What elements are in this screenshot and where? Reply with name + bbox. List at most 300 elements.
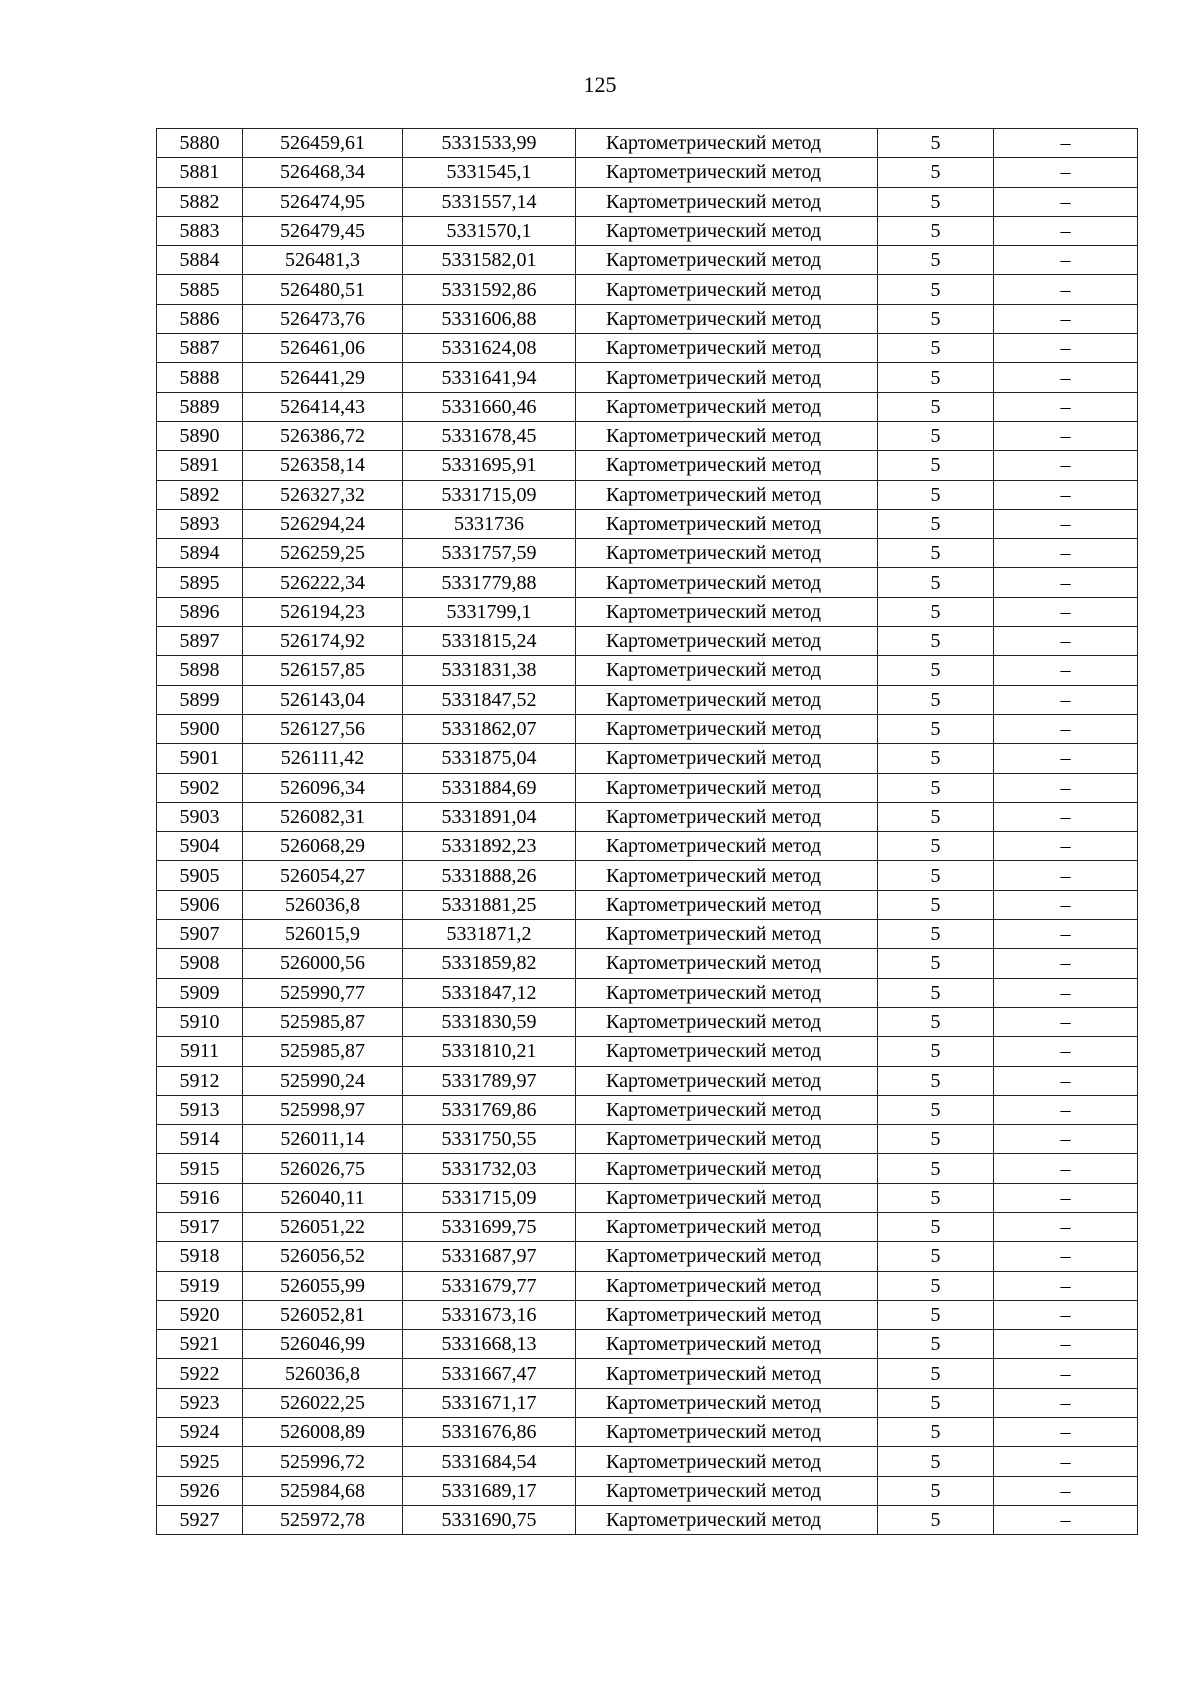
x-coordinate-cell: 526174,92 xyxy=(243,627,403,656)
point-number-cell: 5886 xyxy=(157,304,243,333)
x-coordinate-cell: 526414,43 xyxy=(243,392,403,421)
point-number-cell: 5880 xyxy=(157,129,243,158)
method-cell: Картометрический метод xyxy=(576,187,878,216)
description-cell: – xyxy=(994,275,1138,304)
table-row xyxy=(157,1037,1138,1066)
y-coordinate-cell: 5331624,08 xyxy=(403,334,576,363)
description-cell: – xyxy=(994,1242,1138,1271)
description-cell: – xyxy=(994,802,1138,831)
table-row xyxy=(157,363,1138,392)
accuracy-cell: 5 xyxy=(878,1125,994,1154)
table-row xyxy=(157,1183,1138,1212)
point-number-cell: 5889 xyxy=(157,392,243,421)
description-cell: – xyxy=(994,1066,1138,1095)
y-coordinate-cell: 5331875,04 xyxy=(403,744,576,773)
description-cell: – xyxy=(994,978,1138,1007)
coordinates-table-body xyxy=(157,129,1138,1535)
accuracy-cell: 5 xyxy=(878,802,994,831)
method-cell: Картометрический метод xyxy=(576,1447,878,1476)
accuracy-cell: 5 xyxy=(878,334,994,363)
y-coordinate-cell: 5331676,86 xyxy=(403,1418,576,1447)
table-row xyxy=(157,714,1138,743)
table-row xyxy=(157,978,1138,1007)
description-cell: – xyxy=(994,1095,1138,1124)
point-number-cell: 5897 xyxy=(157,627,243,656)
y-coordinate-cell: 5331570,1 xyxy=(403,216,576,245)
point-number-cell: 5923 xyxy=(157,1388,243,1417)
accuracy-cell: 5 xyxy=(878,275,994,304)
x-coordinate-cell: 526026,75 xyxy=(243,1154,403,1183)
point-number-cell: 5925 xyxy=(157,1447,243,1476)
accuracy-cell: 5 xyxy=(878,832,994,861)
x-coordinate-cell: 525990,77 xyxy=(243,978,403,1007)
x-coordinate-cell: 526481,3 xyxy=(243,246,403,275)
table-row xyxy=(157,832,1138,861)
y-coordinate-cell: 5331847,52 xyxy=(403,685,576,714)
y-coordinate-cell: 5331699,75 xyxy=(403,1212,576,1241)
accuracy-cell: 5 xyxy=(878,627,994,656)
x-coordinate-cell: 526015,9 xyxy=(243,920,403,949)
method-cell: Картометрический метод xyxy=(576,627,878,656)
point-number-cell: 5924 xyxy=(157,1418,243,1447)
method-cell: Картометрический метод xyxy=(576,1037,878,1066)
method-cell: Картометрический метод xyxy=(576,1505,878,1534)
table-row xyxy=(157,187,1138,216)
y-coordinate-cell: 5331641,94 xyxy=(403,363,576,392)
table-row xyxy=(157,802,1138,831)
table-row xyxy=(157,509,1138,538)
accuracy-cell: 5 xyxy=(878,480,994,509)
point-number-cell: 5887 xyxy=(157,334,243,363)
point-number-cell: 5898 xyxy=(157,656,243,685)
accuracy-cell: 5 xyxy=(878,1447,994,1476)
table-row xyxy=(157,275,1138,304)
method-cell: Картометрический метод xyxy=(576,714,878,743)
x-coordinate-cell: 526000,56 xyxy=(243,949,403,978)
point-number-cell: 5900 xyxy=(157,714,243,743)
method-cell: Картометрический метод xyxy=(576,1300,878,1329)
description-cell: – xyxy=(994,1300,1138,1329)
description-cell: – xyxy=(994,1183,1138,1212)
description-cell: – xyxy=(994,1271,1138,1300)
accuracy-cell: 5 xyxy=(878,509,994,538)
x-coordinate-cell: 526327,32 xyxy=(243,480,403,509)
point-number-cell: 5919 xyxy=(157,1271,243,1300)
table-row xyxy=(157,1359,1138,1388)
description-cell: – xyxy=(994,744,1138,773)
table-row xyxy=(157,334,1138,363)
coordinates-table xyxy=(156,128,1138,1535)
method-cell: Картометрический метод xyxy=(576,1066,878,1095)
accuracy-cell: 5 xyxy=(878,1330,994,1359)
description-cell: – xyxy=(994,773,1138,802)
y-coordinate-cell: 5331660,46 xyxy=(403,392,576,421)
method-cell: Картометрический метод xyxy=(576,451,878,480)
y-coordinate-cell: 5331668,13 xyxy=(403,1330,576,1359)
table-row xyxy=(157,685,1138,714)
point-number-cell: 5905 xyxy=(157,861,243,890)
accuracy-cell: 5 xyxy=(878,246,994,275)
description-cell: – xyxy=(994,1359,1138,1388)
accuracy-cell: 5 xyxy=(878,978,994,1007)
table-row xyxy=(157,216,1138,245)
method-cell: Картометрический метод xyxy=(576,597,878,626)
table-row xyxy=(157,1388,1138,1417)
y-coordinate-cell: 5331715,09 xyxy=(403,480,576,509)
accuracy-cell: 5 xyxy=(878,1066,994,1095)
x-coordinate-cell: 526479,45 xyxy=(243,216,403,245)
description-cell: – xyxy=(994,1125,1138,1154)
point-number-cell: 5918 xyxy=(157,1242,243,1271)
description-cell: – xyxy=(994,509,1138,538)
method-cell: Картометрический метод xyxy=(576,509,878,538)
y-coordinate-cell: 5331859,82 xyxy=(403,949,576,978)
description-cell: – xyxy=(994,129,1138,158)
accuracy-cell: 5 xyxy=(878,1300,994,1329)
point-number-cell: 5882 xyxy=(157,187,243,216)
table-row xyxy=(157,1242,1138,1271)
method-cell: Картометрический метод xyxy=(576,1418,878,1447)
method-cell: Картометрический метод xyxy=(576,304,878,333)
table-row xyxy=(157,1330,1138,1359)
x-coordinate-cell: 526143,04 xyxy=(243,685,403,714)
table-row xyxy=(157,1066,1138,1095)
table-row xyxy=(157,1476,1138,1505)
accuracy-cell: 5 xyxy=(878,1388,994,1417)
table-row xyxy=(157,920,1138,949)
y-coordinate-cell: 5331667,47 xyxy=(403,1359,576,1388)
x-coordinate-cell: 526386,72 xyxy=(243,421,403,450)
point-number-cell: 5912 xyxy=(157,1066,243,1095)
accuracy-cell: 5 xyxy=(878,392,994,421)
method-cell: Картометрический метод xyxy=(576,1154,878,1183)
table-row xyxy=(157,1447,1138,1476)
y-coordinate-cell: 5331847,12 xyxy=(403,978,576,1007)
accuracy-cell: 5 xyxy=(878,216,994,245)
accuracy-cell: 5 xyxy=(878,1505,994,1534)
y-coordinate-cell: 5331888,26 xyxy=(403,861,576,890)
table-row xyxy=(157,597,1138,626)
accuracy-cell: 5 xyxy=(878,129,994,158)
x-coordinate-cell: 526052,81 xyxy=(243,1300,403,1329)
description-cell: – xyxy=(994,421,1138,450)
point-number-cell: 5902 xyxy=(157,773,243,802)
x-coordinate-cell: 525996,72 xyxy=(243,1447,403,1476)
method-cell: Картометрический метод xyxy=(576,539,878,568)
description-cell: – xyxy=(994,334,1138,363)
y-coordinate-cell: 5331678,45 xyxy=(403,421,576,450)
point-number-cell: 5916 xyxy=(157,1183,243,1212)
point-number-cell: 5909 xyxy=(157,978,243,1007)
description-cell: – xyxy=(994,597,1138,626)
x-coordinate-cell: 526046,99 xyxy=(243,1330,403,1359)
accuracy-cell: 5 xyxy=(878,1154,994,1183)
x-coordinate-cell: 526055,99 xyxy=(243,1271,403,1300)
y-coordinate-cell: 5331732,03 xyxy=(403,1154,576,1183)
x-coordinate-cell: 526461,06 xyxy=(243,334,403,363)
point-number-cell: 5906 xyxy=(157,890,243,919)
point-number-cell: 5890 xyxy=(157,421,243,450)
x-coordinate-cell: 526054,27 xyxy=(243,861,403,890)
description-cell: – xyxy=(994,363,1138,392)
point-number-cell: 5885 xyxy=(157,275,243,304)
point-number-cell: 5921 xyxy=(157,1330,243,1359)
accuracy-cell: 5 xyxy=(878,1212,994,1241)
method-cell: Картометрический метод xyxy=(576,920,878,949)
accuracy-cell: 5 xyxy=(878,890,994,919)
description-cell: – xyxy=(994,920,1138,949)
description-cell: – xyxy=(994,158,1138,187)
y-coordinate-cell: 5331673,16 xyxy=(403,1300,576,1329)
method-cell: Картометрический метод xyxy=(576,656,878,685)
page-number: 125 xyxy=(583,72,617,97)
accuracy-cell: 5 xyxy=(878,773,994,802)
method-cell: Картометрический метод xyxy=(576,861,878,890)
table-row xyxy=(157,246,1138,275)
table-row xyxy=(157,656,1138,685)
accuracy-cell: 5 xyxy=(878,1271,994,1300)
description-cell: – xyxy=(994,832,1138,861)
x-coordinate-cell: 526022,25 xyxy=(243,1388,403,1417)
y-coordinate-cell: 5331690,75 xyxy=(403,1505,576,1534)
x-coordinate-cell: 526459,61 xyxy=(243,129,403,158)
y-coordinate-cell: 5331815,24 xyxy=(403,627,576,656)
table-row xyxy=(157,421,1138,450)
method-cell: Картометрический метод xyxy=(576,392,878,421)
table-row xyxy=(157,627,1138,656)
point-number-cell: 5895 xyxy=(157,568,243,597)
y-coordinate-cell: 5331871,2 xyxy=(403,920,576,949)
description-cell: – xyxy=(994,187,1138,216)
point-number-cell: 5904 xyxy=(157,832,243,861)
accuracy-cell: 5 xyxy=(878,187,994,216)
y-coordinate-cell: 5331684,54 xyxy=(403,1447,576,1476)
method-cell: Картометрический метод xyxy=(576,1476,878,1505)
table-row xyxy=(157,392,1138,421)
accuracy-cell: 5 xyxy=(878,1095,994,1124)
point-number-cell: 5907 xyxy=(157,920,243,949)
point-number-cell: 5908 xyxy=(157,949,243,978)
table-row xyxy=(157,744,1138,773)
table-row xyxy=(157,949,1138,978)
method-cell: Картометрический метод xyxy=(576,1359,878,1388)
x-coordinate-cell: 526096,34 xyxy=(243,773,403,802)
table-row xyxy=(157,480,1138,509)
method-cell: Картометрический метод xyxy=(576,216,878,245)
description-cell: – xyxy=(994,890,1138,919)
accuracy-cell: 5 xyxy=(878,685,994,714)
y-coordinate-cell: 5331679,77 xyxy=(403,1271,576,1300)
accuracy-cell: 5 xyxy=(878,304,994,333)
method-cell: Картометрический метод xyxy=(576,773,878,802)
accuracy-cell: 5 xyxy=(878,363,994,392)
table-row xyxy=(157,1300,1138,1329)
description-cell: – xyxy=(994,216,1138,245)
description-cell: – xyxy=(994,1388,1138,1417)
y-coordinate-cell: 5331831,38 xyxy=(403,656,576,685)
description-cell: – xyxy=(994,246,1138,275)
table-row xyxy=(157,861,1138,890)
table-row xyxy=(157,304,1138,333)
point-number-cell: 5911 xyxy=(157,1037,243,1066)
accuracy-cell: 5 xyxy=(878,158,994,187)
x-coordinate-cell: 526036,8 xyxy=(243,890,403,919)
method-cell: Картометрический метод xyxy=(576,129,878,158)
method-cell: Картометрический метод xyxy=(576,334,878,363)
y-coordinate-cell: 5331891,04 xyxy=(403,802,576,831)
method-cell: Картометрический метод xyxy=(576,890,878,919)
x-coordinate-cell: 526011,14 xyxy=(243,1125,403,1154)
table-row xyxy=(157,890,1138,919)
accuracy-cell: 5 xyxy=(878,949,994,978)
point-number-cell: 5915 xyxy=(157,1154,243,1183)
x-coordinate-cell: 525984,68 xyxy=(243,1476,403,1505)
accuracy-cell: 5 xyxy=(878,421,994,450)
method-cell: Картометрический метод xyxy=(576,978,878,1007)
x-coordinate-cell: 526040,11 xyxy=(243,1183,403,1212)
x-coordinate-cell: 526441,29 xyxy=(243,363,403,392)
method-cell: Картометрический метод xyxy=(576,802,878,831)
method-cell: Картометрический метод xyxy=(576,1242,878,1271)
y-coordinate-cell: 5331881,25 xyxy=(403,890,576,919)
point-number-cell: 5901 xyxy=(157,744,243,773)
accuracy-cell: 5 xyxy=(878,714,994,743)
y-coordinate-cell: 5331884,69 xyxy=(403,773,576,802)
x-coordinate-cell: 526468,34 xyxy=(243,158,403,187)
table-row xyxy=(157,1154,1138,1183)
description-cell: – xyxy=(994,627,1138,656)
table-row xyxy=(157,451,1138,480)
y-coordinate-cell: 5331862,07 xyxy=(403,714,576,743)
x-coordinate-cell: 525972,78 xyxy=(243,1505,403,1534)
accuracy-cell: 5 xyxy=(878,1183,994,1212)
table-row xyxy=(157,1271,1138,1300)
y-coordinate-cell: 5331557,14 xyxy=(403,187,576,216)
point-number-cell: 5888 xyxy=(157,363,243,392)
x-coordinate-cell: 526157,85 xyxy=(243,656,403,685)
method-cell: Картометрический метод xyxy=(576,685,878,714)
accuracy-cell: 5 xyxy=(878,568,994,597)
y-coordinate-cell: 5331582,01 xyxy=(403,246,576,275)
description-cell: – xyxy=(994,1418,1138,1447)
x-coordinate-cell: 526056,52 xyxy=(243,1242,403,1271)
x-coordinate-cell: 526068,29 xyxy=(243,832,403,861)
table-row xyxy=(157,773,1138,802)
method-cell: Картометрический метод xyxy=(576,246,878,275)
description-cell: – xyxy=(994,714,1138,743)
table-row xyxy=(157,1007,1138,1036)
method-cell: Картометрический метод xyxy=(576,744,878,773)
method-cell: Картометрический метод xyxy=(576,421,878,450)
y-coordinate-cell: 5331606,88 xyxy=(403,304,576,333)
point-number-cell: 5910 xyxy=(157,1007,243,1036)
description-cell: – xyxy=(994,1447,1138,1476)
x-coordinate-cell: 525990,24 xyxy=(243,1066,403,1095)
x-coordinate-cell: 526294,24 xyxy=(243,509,403,538)
method-cell: Картометрический метод xyxy=(576,1388,878,1417)
description-cell: – xyxy=(994,1476,1138,1505)
y-coordinate-cell: 5331715,09 xyxy=(403,1183,576,1212)
point-number-cell: 5883 xyxy=(157,216,243,245)
point-number-cell: 5899 xyxy=(157,685,243,714)
description-cell: – xyxy=(994,392,1138,421)
y-coordinate-cell: 5331830,59 xyxy=(403,1007,576,1036)
description-cell: – xyxy=(994,1154,1138,1183)
point-number-cell: 5891 xyxy=(157,451,243,480)
point-number-cell: 5884 xyxy=(157,246,243,275)
point-number-cell: 5894 xyxy=(157,539,243,568)
method-cell: Картометрический метод xyxy=(576,1125,878,1154)
y-coordinate-cell: 5331533,99 xyxy=(403,129,576,158)
y-coordinate-cell: 5331689,17 xyxy=(403,1476,576,1505)
method-cell: Картометрический метод xyxy=(576,1330,878,1359)
method-cell: Картометрический метод xyxy=(576,363,878,392)
table-row xyxy=(157,1125,1138,1154)
x-coordinate-cell: 526358,14 xyxy=(243,451,403,480)
point-number-cell: 5892 xyxy=(157,480,243,509)
x-coordinate-cell: 526082,31 xyxy=(243,802,403,831)
y-coordinate-cell: 5331779,88 xyxy=(403,568,576,597)
description-cell: – xyxy=(994,1037,1138,1066)
point-number-cell: 5896 xyxy=(157,597,243,626)
method-cell: Картометрический метод xyxy=(576,275,878,304)
y-coordinate-cell: 5331750,55 xyxy=(403,1125,576,1154)
x-coordinate-cell: 526194,23 xyxy=(243,597,403,626)
y-coordinate-cell: 5331695,91 xyxy=(403,451,576,480)
description-cell: – xyxy=(994,539,1138,568)
y-coordinate-cell: 5331789,97 xyxy=(403,1066,576,1095)
point-number-cell: 5913 xyxy=(157,1095,243,1124)
description-cell: – xyxy=(994,949,1138,978)
y-coordinate-cell: 5331769,86 xyxy=(403,1095,576,1124)
description-cell: – xyxy=(994,568,1138,597)
point-number-cell: 5922 xyxy=(157,1359,243,1388)
table-row xyxy=(157,539,1138,568)
y-coordinate-cell: 5331799,1 xyxy=(403,597,576,626)
x-coordinate-cell: 525985,87 xyxy=(243,1037,403,1066)
table-row xyxy=(157,1418,1138,1447)
description-cell: – xyxy=(994,656,1138,685)
x-coordinate-cell: 525985,87 xyxy=(243,1007,403,1036)
accuracy-cell: 5 xyxy=(878,1476,994,1505)
point-number-cell: 5914 xyxy=(157,1125,243,1154)
method-cell: Картометрический метод xyxy=(576,1095,878,1124)
description-cell: – xyxy=(994,1330,1138,1359)
accuracy-cell: 5 xyxy=(878,451,994,480)
description-cell: – xyxy=(994,480,1138,509)
method-cell: Картометрический метод xyxy=(576,949,878,978)
description-cell: – xyxy=(994,861,1138,890)
description-cell: – xyxy=(994,1505,1138,1534)
table-row xyxy=(157,1212,1138,1241)
table-row xyxy=(157,158,1138,187)
y-coordinate-cell: 5331687,97 xyxy=(403,1242,576,1271)
table-row xyxy=(157,1505,1138,1534)
y-coordinate-cell: 5331736 xyxy=(403,509,576,538)
x-coordinate-cell: 526008,89 xyxy=(243,1418,403,1447)
point-number-cell: 5920 xyxy=(157,1300,243,1329)
method-cell: Картометрический метод xyxy=(576,480,878,509)
description-cell: – xyxy=(994,685,1138,714)
y-coordinate-cell: 5331810,21 xyxy=(403,1037,576,1066)
x-coordinate-cell: 526474,95 xyxy=(243,187,403,216)
x-coordinate-cell: 526036,8 xyxy=(243,1359,403,1388)
y-coordinate-cell: 5331592,86 xyxy=(403,275,576,304)
description-cell: – xyxy=(994,451,1138,480)
method-cell: Картометрический метод xyxy=(576,1183,878,1212)
point-number-cell: 5893 xyxy=(157,509,243,538)
method-cell: Картометрический метод xyxy=(576,1007,878,1036)
